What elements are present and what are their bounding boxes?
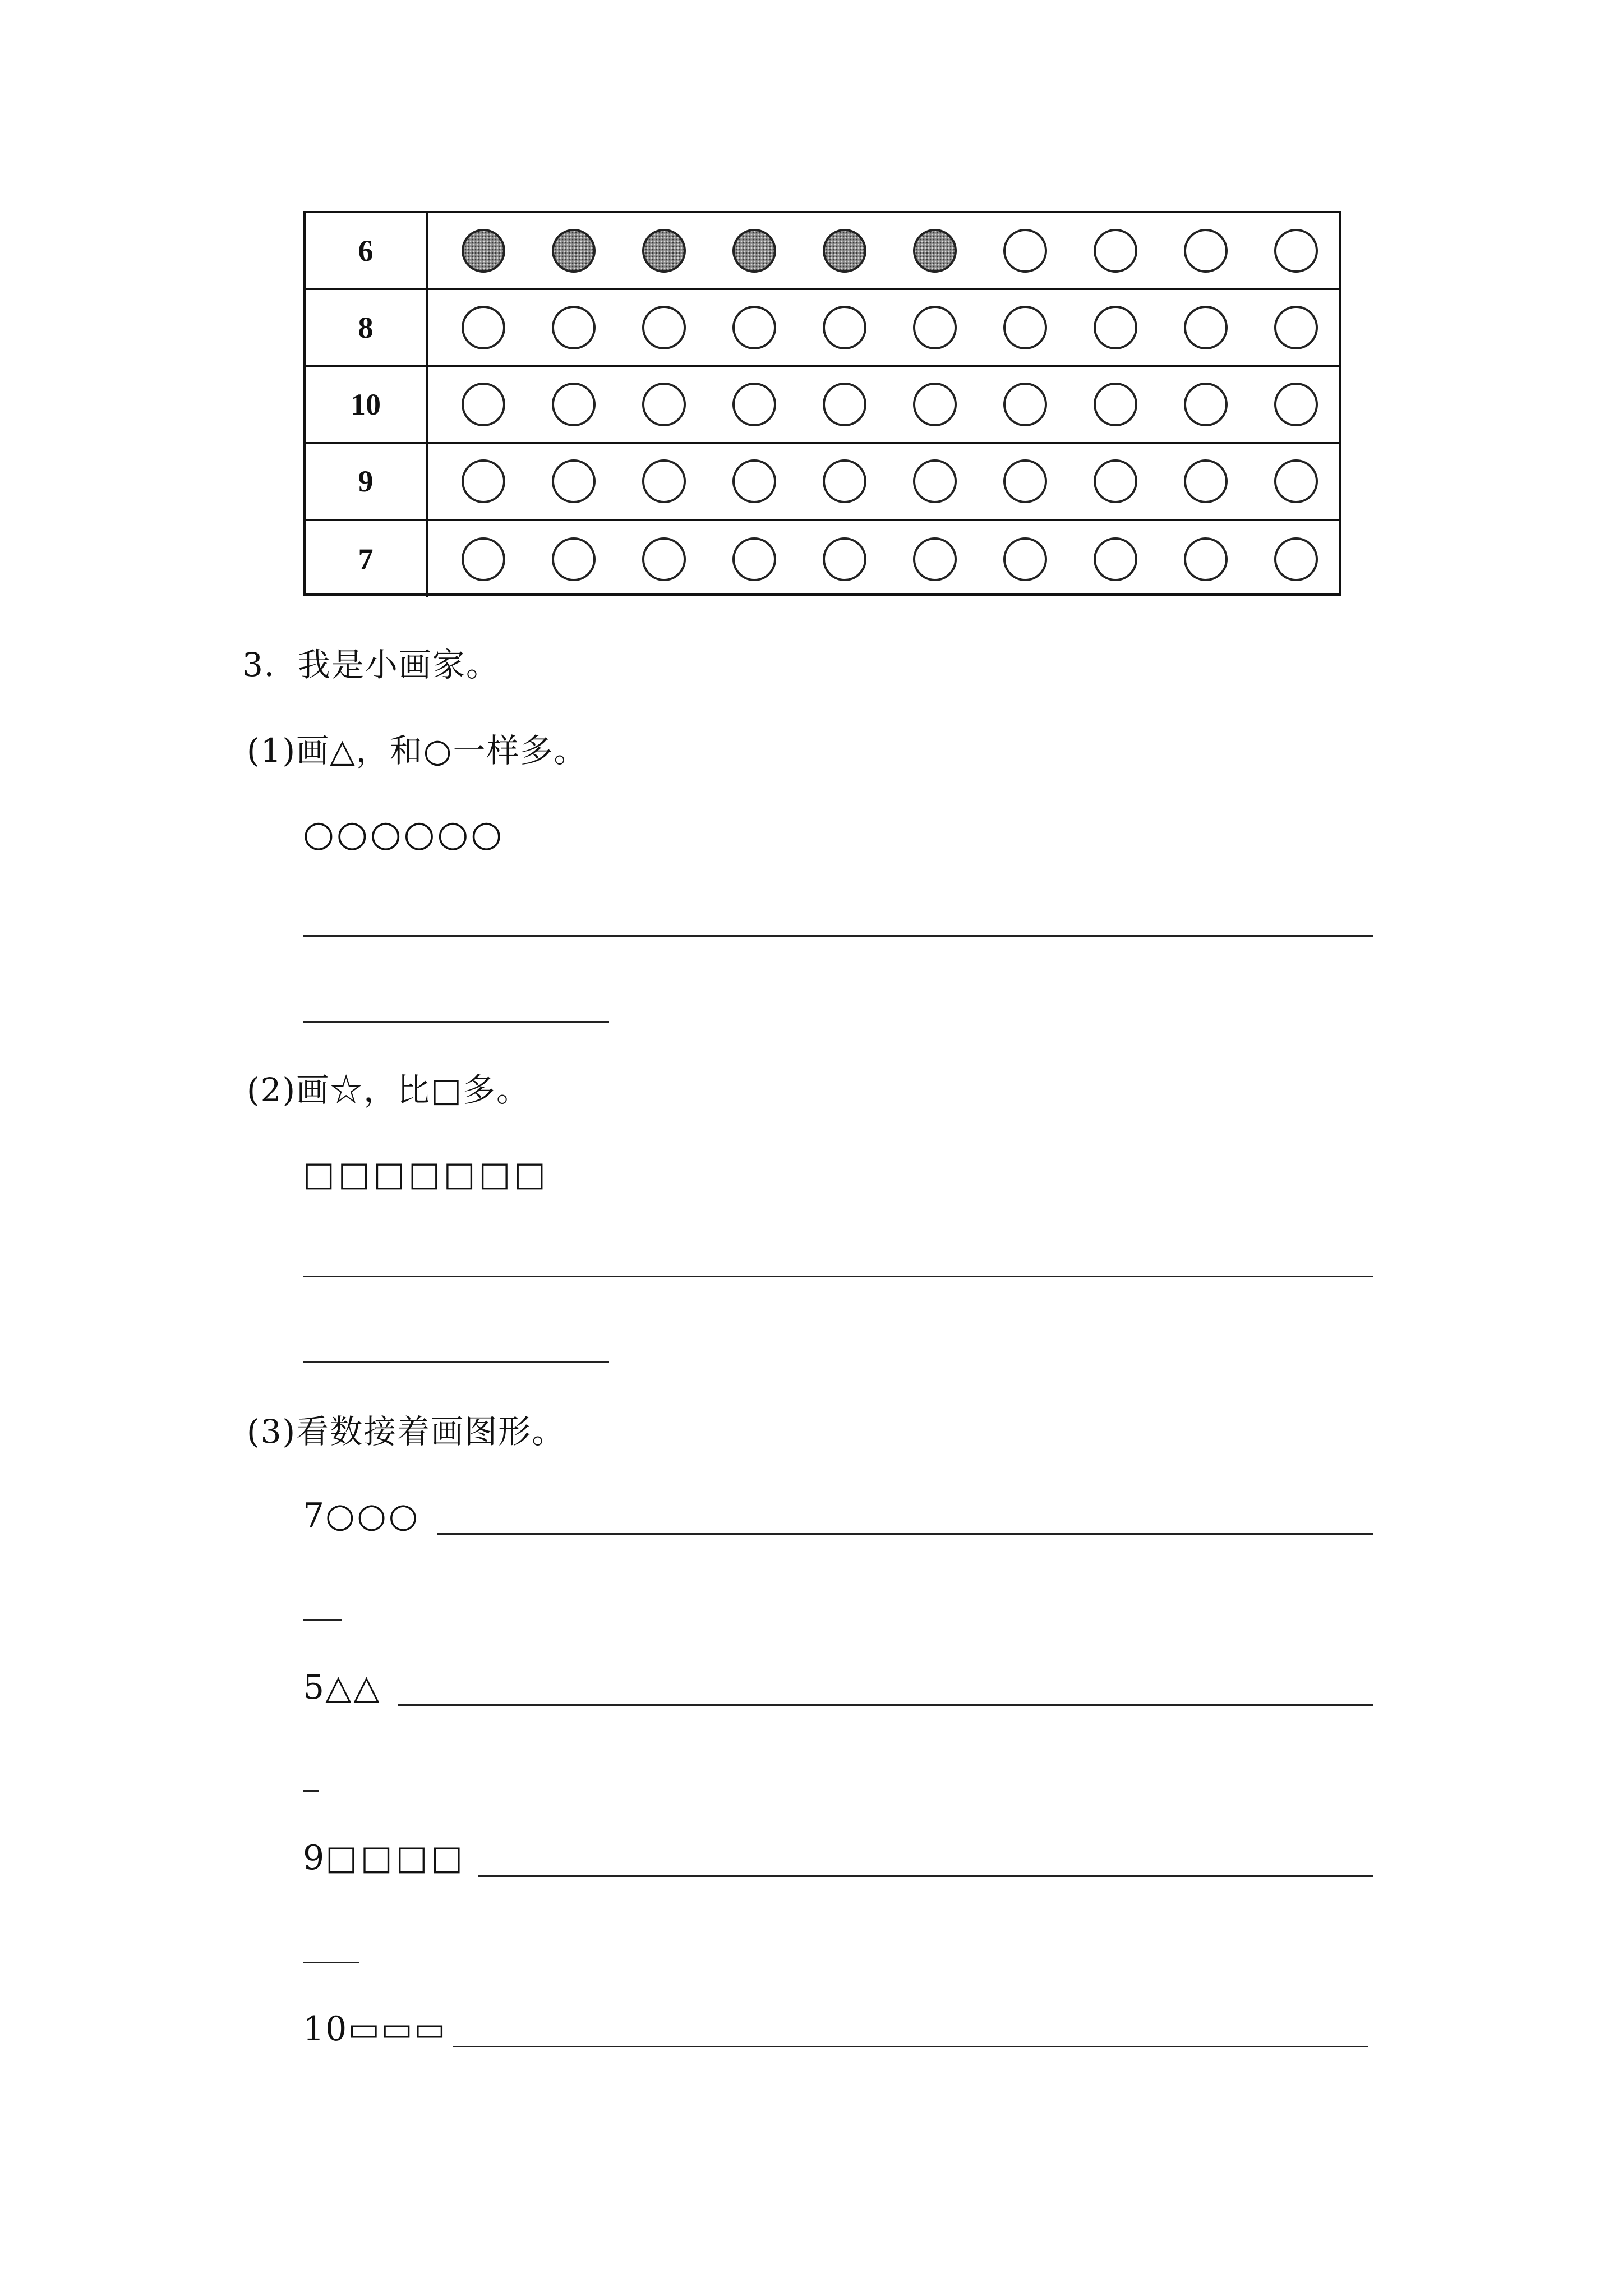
answer-line-3b[interactable]	[398, 1704, 1373, 1706]
empty-circle[interactable]	[1094, 537, 1137, 581]
row-number: 6	[306, 213, 428, 288]
empty-circle[interactable]	[732, 383, 776, 426]
empty-circle[interactable]	[642, 459, 686, 503]
empty-circle[interactable]	[1094, 306, 1137, 349]
q3-item-shapes: △△	[325, 1668, 382, 1707]
empty-circle[interactable]	[552, 459, 596, 503]
empty-circle[interactable]	[1184, 306, 1228, 349]
q3-item-10	[303, 2009, 446, 2049]
empty-circle[interactable]	[1184, 459, 1228, 503]
empty-circle[interactable]	[552, 383, 596, 426]
empty-circle[interactable]	[462, 306, 505, 349]
table-row	[306, 290, 1339, 367]
question-1-circles: ○○○○○○	[303, 813, 505, 855]
empty-circle[interactable]	[552, 306, 596, 349]
empty-circle[interactable]	[1003, 383, 1047, 426]
empty-circle[interactable]	[642, 537, 686, 581]
q3-item-9	[303, 1838, 466, 1878]
empty-circle[interactable]	[823, 459, 866, 503]
table-row	[306, 521, 1339, 597]
empty-circle[interactable]	[732, 537, 776, 581]
answer-line-3a-cont[interactable]	[303, 1619, 342, 1621]
q3-item-shapes: ○○○	[325, 1496, 421, 1535]
counting-circle-table	[303, 211, 1341, 596]
empty-circle[interactable]	[1274, 537, 1318, 581]
filled-circle[interactable]	[642, 229, 686, 273]
empty-circle[interactable]	[1274, 306, 1318, 349]
row-number: 9	[306, 444, 428, 519]
filled-circle[interactable]	[823, 229, 866, 273]
question-2-squares: □□□□□□□	[303, 1154, 549, 1194]
table-row	[306, 367, 1339, 444]
empty-circle[interactable]	[1184, 383, 1228, 426]
filled-circle[interactable]	[913, 229, 957, 273]
empty-circle[interactable]	[913, 459, 957, 503]
filled-circle[interactable]	[462, 229, 505, 273]
question-3-prompt: (3)看数接着画图形。	[247, 1412, 566, 1451]
question-1-prompt: (1)画△，和○一样多。	[247, 731, 588, 770]
empty-circle[interactable]	[1184, 229, 1228, 273]
row-number: 7	[306, 521, 428, 597]
q3-item-7	[303, 1496, 420, 1535]
filled-circle[interactable]	[552, 229, 596, 273]
q3-item-5	[303, 1668, 381, 1707]
empty-circle[interactable]	[732, 306, 776, 349]
empty-circle[interactable]	[1003, 459, 1047, 503]
empty-circle[interactable]	[913, 383, 957, 426]
q3-item-number: 5	[303, 1668, 326, 1707]
q3-item-shapes: □□□□	[325, 1838, 466, 1878]
empty-circle[interactable]	[642, 383, 686, 426]
table-row	[306, 213, 1339, 290]
empty-circle[interactable]	[823, 306, 866, 349]
section-3-heading: 3．我是小画家。	[242, 646, 500, 684]
empty-circle[interactable]	[1184, 537, 1228, 581]
empty-circle[interactable]	[642, 306, 686, 349]
empty-circle[interactable]	[552, 537, 596, 581]
empty-circle[interactable]	[913, 537, 957, 581]
empty-circle[interactable]	[1094, 383, 1137, 426]
q3-item-number: 10	[303, 2009, 348, 2049]
empty-circle[interactable]	[823, 537, 866, 581]
empty-circle[interactable]	[823, 383, 866, 426]
empty-circle[interactable]	[732, 459, 776, 503]
q3-item-shapes: ▭▭▭	[348, 2009, 447, 2049]
answer-line-2b[interactable]	[303, 1361, 609, 1363]
empty-circle[interactable]	[462, 383, 505, 426]
empty-circle[interactable]	[462, 537, 505, 581]
empty-circle[interactable]	[1274, 383, 1318, 426]
answer-line-3a[interactable]	[437, 1533, 1373, 1535]
empty-circle[interactable]	[1003, 229, 1047, 273]
empty-circle[interactable]	[1274, 229, 1318, 273]
empty-circle[interactable]	[1274, 459, 1318, 503]
empty-circle[interactable]	[913, 306, 957, 349]
answer-line-3c[interactable]	[478, 1875, 1373, 1877]
answer-line-1a[interactable]	[303, 935, 1373, 937]
question-2-prompt: (2)画☆，比□多。	[247, 1071, 530, 1109]
empty-circle[interactable]	[1003, 537, 1047, 581]
empty-circle[interactable]	[1094, 229, 1137, 273]
row-number: 10	[306, 367, 428, 442]
empty-circle[interactable]	[1094, 459, 1137, 503]
filled-circle[interactable]	[732, 229, 776, 273]
table-row	[306, 444, 1339, 521]
answer-line-3b-cont[interactable]	[303, 1790, 319, 1792]
empty-circle[interactable]	[462, 459, 505, 503]
answer-line-1b[interactable]	[303, 1021, 609, 1023]
answer-line-3d[interactable]	[453, 2046, 1368, 2047]
q3-item-number: 7	[303, 1496, 326, 1535]
row-number: 8	[306, 290, 428, 365]
q3-item-number: 9	[303, 1838, 326, 1878]
empty-circle[interactable]	[1003, 306, 1047, 349]
answer-line-3c-cont[interactable]	[303, 1962, 359, 1963]
answer-line-2a[interactable]	[303, 1276, 1373, 1277]
